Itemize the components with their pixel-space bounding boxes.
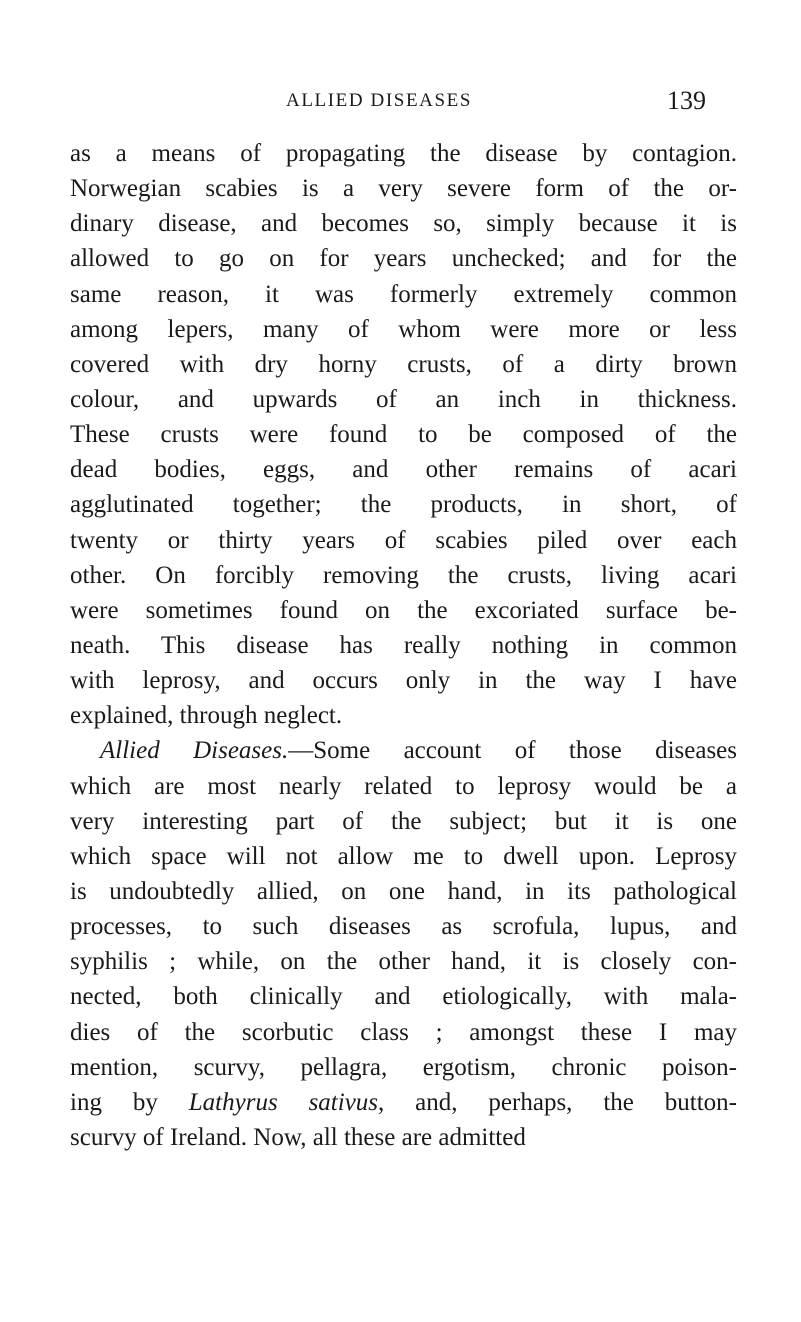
text-line: dinary disease, and becomes so, simply because it is [70, 210, 737, 238]
text-line: mention, scurvy, pellagra, ergotism, chronic poison- [70, 1053, 737, 1081]
running-title: ALLIED DISEASES [286, 90, 473, 111]
body-text [70, 136, 737, 1155]
latin-species-name: Lathyrus sativus [188, 1088, 379, 1116]
text-line: dead bodies, eggs, and other remains of acari [70, 456, 737, 484]
text-line: agglutinated together; the products, in short, of [70, 491, 737, 519]
running-header [0, 86, 801, 126]
text-line: colour, and upwards of an inch in thickness. [70, 385, 737, 413]
text-line: other. On forcibly removing the crusts, living acari [70, 561, 737, 589]
text-line: allowed to go on for years unchecked; and for the [70, 245, 737, 273]
text-line: among lepers, many of whom were more or less [70, 315, 737, 343]
page-number: 139 [667, 86, 706, 115]
text-line: as a means of propagating the disease by contagion. [70, 140, 737, 167]
text-line: were sometimes found on the excoriated surface be- [70, 596, 737, 624]
section-heading-text: —Some account of those diseases [288, 737, 737, 765]
text-line: twenty or thirty years of scabies piled over each [70, 526, 737, 554]
latin-line-before: ing by [70, 1088, 189, 1116]
text-line: dies of the scorbutic class ; amongst these I may [70, 1018, 737, 1046]
section-heading-line [70, 733, 737, 768]
text-line: These crusts were found to be composed of the [70, 421, 737, 449]
text-line: covered with dry horny crusts, of a dirty brown [70, 350, 737, 378]
section-heading: Allied Diseases. [100, 737, 289, 765]
text-line: which space will not allow me to dwell upon. Leprosy [70, 842, 737, 870]
text-line: neath. This disease has really nothing in common [70, 631, 737, 659]
text-line: which are most nearly related to leprosy would be a [70, 772, 737, 800]
latin-line-after: , and, perhaps, the button- [378, 1088, 737, 1116]
latin-name-line [70, 1085, 737, 1120]
text-line: syphilis ; while, on the other hand, it is closely con- [70, 948, 737, 976]
text-line: explained, through neglect. [70, 702, 343, 730]
text-line: nected, both clinically and etiologically, with mala- [70, 983, 737, 1011]
text-line: same reason, it was formerly extremely common [70, 280, 737, 308]
text-line: processes, to such diseases as scrofula, lupus, and [70, 913, 737, 941]
text-line: is undoubtedly allied, on one hand, in its pathological [70, 877, 737, 905]
text-line: Norwegian scabies is a very severe form of the or- [70, 175, 737, 203]
text-line: with leprosy, and occurs only in the way I have [70, 667, 737, 695]
text-line: very interesting part of the subject; but it is one [70, 807, 737, 835]
text-line: scurvy of Ireland. Now, all these are admitted [70, 1123, 526, 1151]
